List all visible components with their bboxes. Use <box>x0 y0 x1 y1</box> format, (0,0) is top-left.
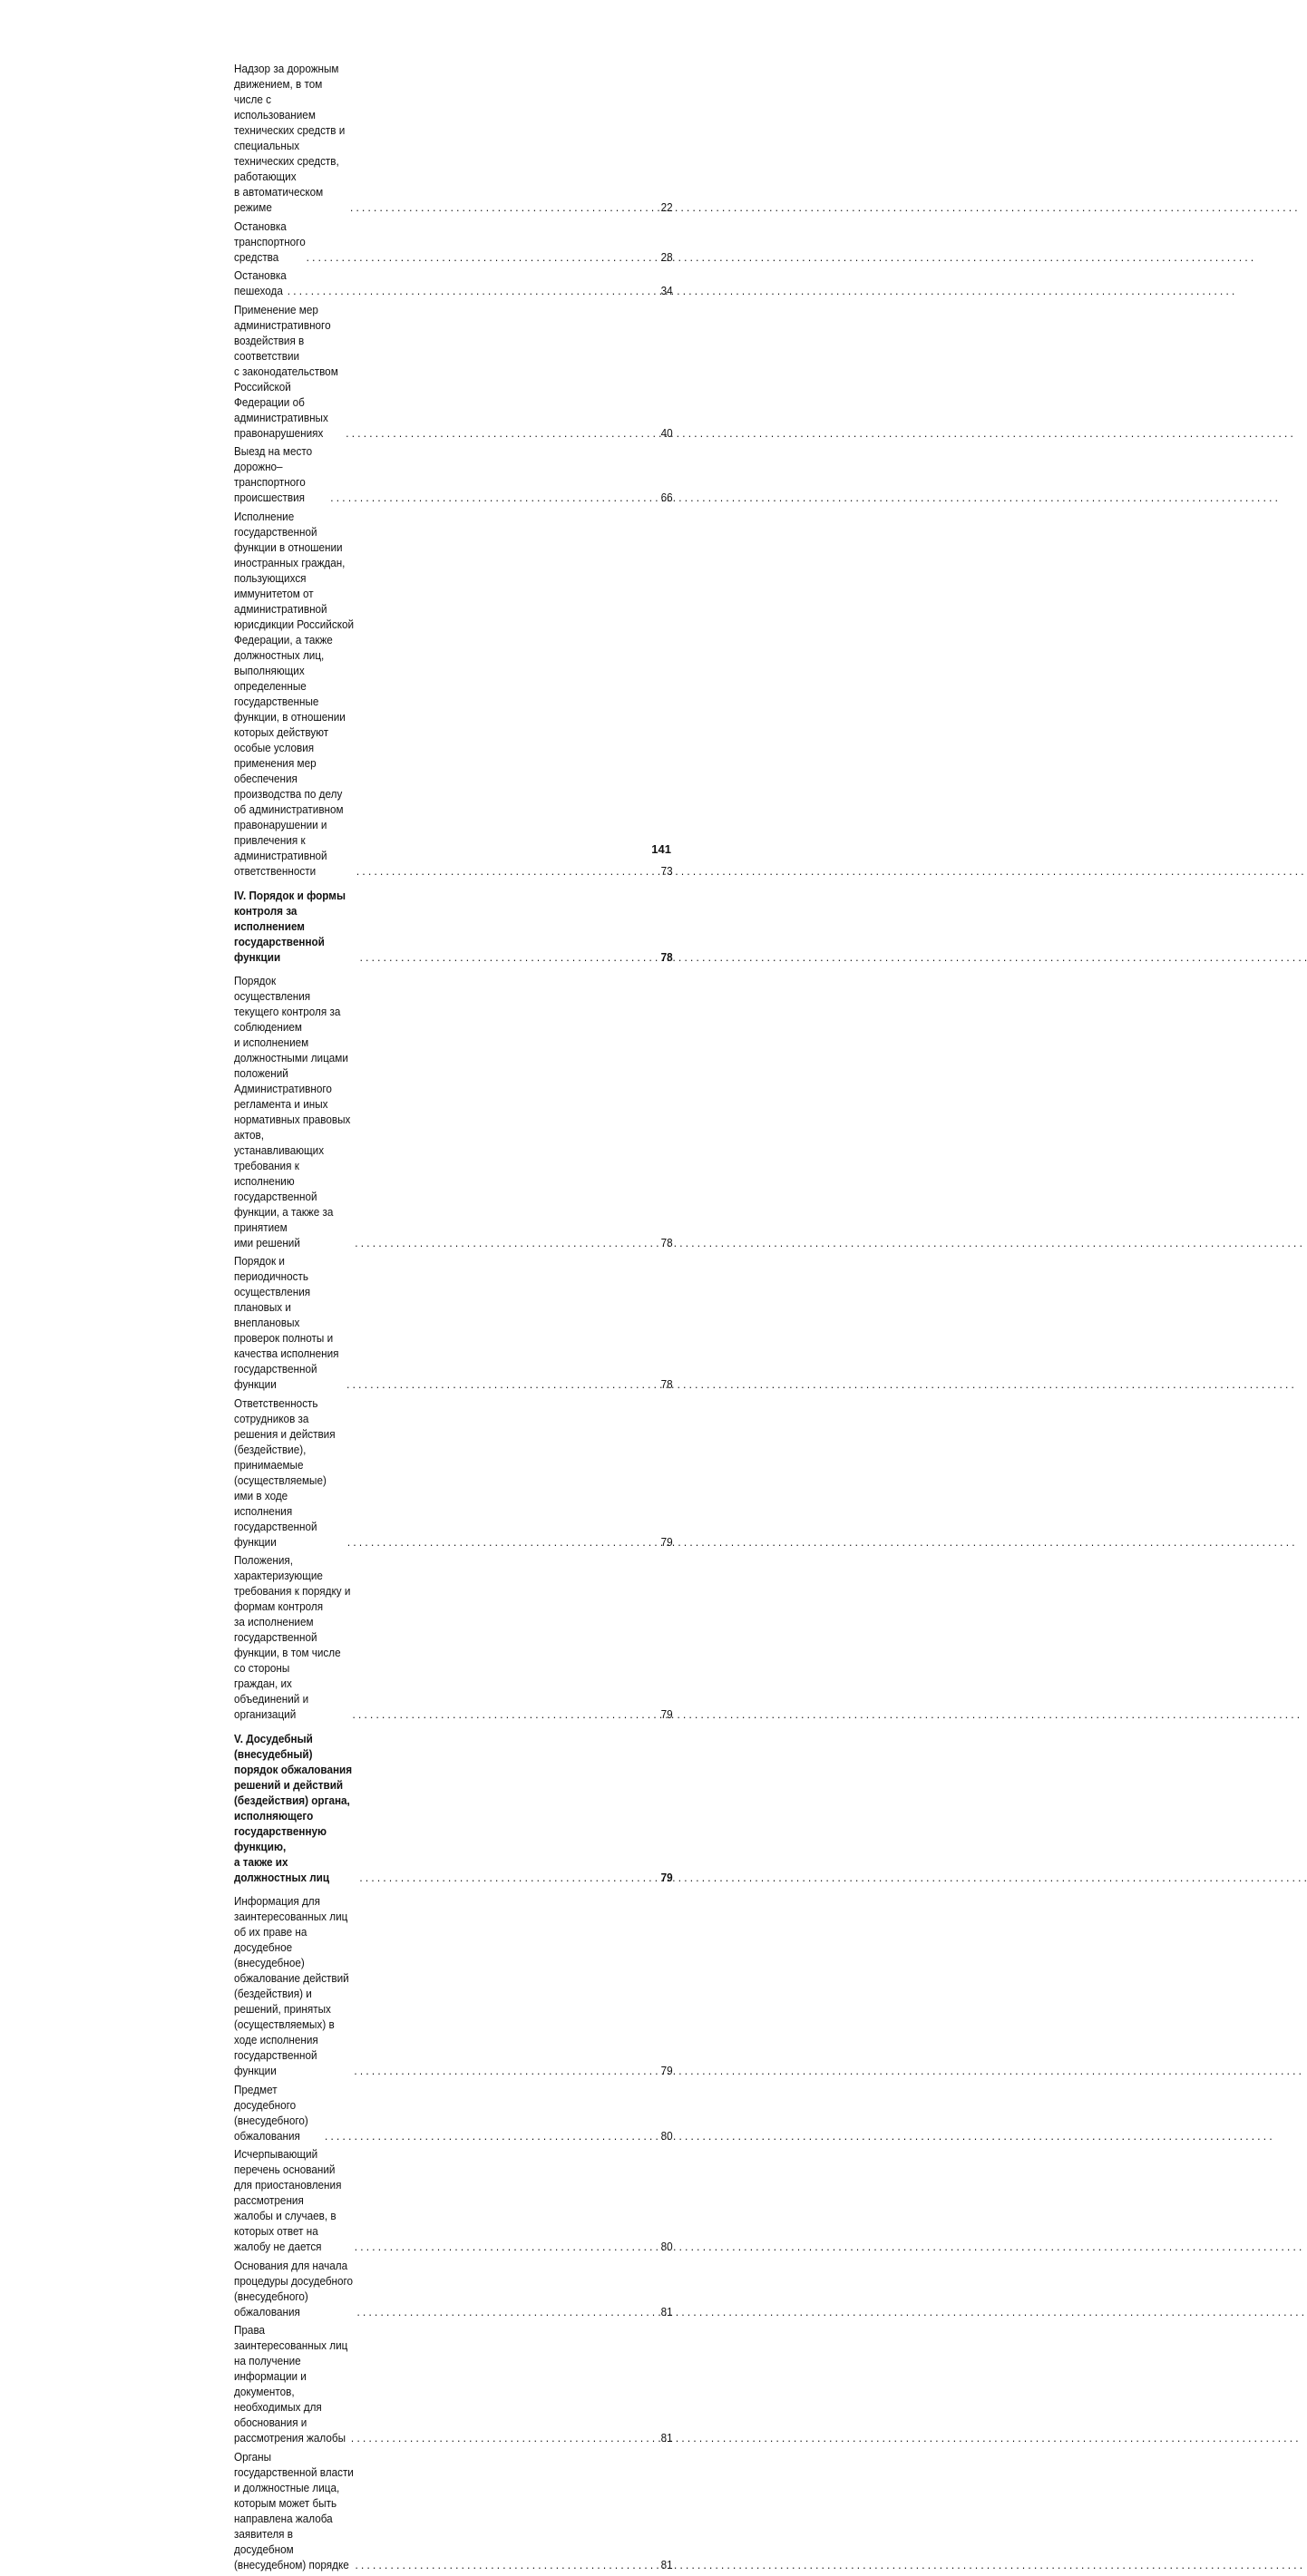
toc-entry-page: 34 <box>660 285 673 297</box>
toc-entry-page: 78 <box>660 1378 673 1391</box>
dot-leader <box>307 250 660 266</box>
dot-leader <box>359 1871 659 1886</box>
toc-section-heading <box>234 1732 673 1886</box>
toc-entry <box>234 1553 673 1723</box>
toc-entry-page: 80 <box>660 2241 673 2253</box>
table-of-contents <box>234 62 673 2576</box>
toc-entry <box>234 1396 673 1550</box>
toc-entry <box>234 2323 673 2446</box>
toc-entry-title: Выезд на место дорожно–транспортного происшествия <box>234 445 313 504</box>
toc-entry-title: Информация для заинтересованных лиц об их праве на досудебное (внесудебное) обжалование действий (бездействия) и решений, принятых (осуществляемых) в ходе исполнения государственной функции <box>234 1895 349 2077</box>
toc-entry-page: 73 <box>660 864 673 878</box>
toc-entry <box>234 303 673 442</box>
dot-leader <box>347 1535 660 1550</box>
toc-entry <box>234 974 673 1251</box>
toc-entry-title: Органы государственной власти и должностные лица, которым может быть направлена жалоба заявителя в досудебном (внесудебном) порядке <box>234 2450 354 2571</box>
toc-entry-page: 79 <box>660 1871 673 1884</box>
toc-entry-page: 66 <box>660 491 673 504</box>
toc-entry <box>234 2147 673 2255</box>
dot-leader <box>356 2305 659 2320</box>
toc-entry <box>234 444 673 506</box>
toc-entry-page: 81 <box>660 2558 673 2571</box>
toc-entry-title: Права заинтересованных лиц на получение информации и документов, необходимых для обоснования и рассмотрения жалобы <box>234 2324 348 2445</box>
dot-leader <box>351 2431 660 2446</box>
toc-entry-page: 79 <box>660 1708 673 1721</box>
page-number: 141 <box>651 842 671 856</box>
toc-entry-page: 80 <box>660 2129 673 2143</box>
toc-entry-page: 28 <box>660 250 673 264</box>
toc-entry-title: V. Досудебный (внесудебный) порядок обжалования решений и действий (бездействия) органа, исполняющего государственную функцию, а также их должностных лиц <box>234 1733 353 1884</box>
dot-leader <box>355 2240 660 2255</box>
toc-entry <box>234 510 673 880</box>
toc-entry-title: Исчерпывающий перечень оснований для приостановления рассмотрения жалобы и случаев, в которых ответ на жалобу не дается <box>234 2148 342 2253</box>
toc-entry-title: Остановка пешехода <box>234 269 287 297</box>
toc-entry-title: Порядок осуществления текущего контроля за соблюдением и исполнением должностными лицами положений Административного регламента и иных нормативных правовых актов, устанавливающих требования к исполнению государственной функции, а также за принятием ими решений <box>234 974 351 1249</box>
toc-entry <box>234 2450 673 2573</box>
toc-entry-page: 81 <box>660 2305 673 2318</box>
toc-entry <box>234 2259 673 2320</box>
toc-section-heading <box>234 889 673 966</box>
toc-entry-page: 78 <box>660 1236 673 1249</box>
dot-leader <box>356 864 660 880</box>
toc-entry-title: Остановка транспортного средства <box>234 219 306 264</box>
toc-entry <box>234 62 673 216</box>
dot-leader <box>360 950 660 966</box>
toc-entry-page: 40 <box>660 426 673 440</box>
toc-entry-title: Исполнение государственной функции в отношении иностранных граждан, пользующихся иммунитетом от административной юрисдикции Российской Федерации, а также должностных лиц, выполняющих определенные государственные функции, в отношении которых действуют особые условия применения мер обеспечения производства по делу об административном правонарушении и привлечения к административной ответственности <box>234 510 355 878</box>
dot-leader <box>350 200 660 216</box>
toc-entry <box>234 268 673 299</box>
dot-leader <box>346 1377 659 1393</box>
toc-entry-page: 79 <box>660 1535 673 1549</box>
dot-leader <box>355 1236 659 1251</box>
toc-entry-title: Применение мер административного воздействия в соответствии с законодательством Российской Федерации об административных правонарушениях <box>234 303 338 440</box>
toc-entry-page: 79 <box>660 2065 673 2077</box>
toc-entry-page: 22 <box>660 201 673 214</box>
toc-entry-title: IV. Порядок и формы контроля за исполнением государственной функции <box>234 889 346 964</box>
dot-leader <box>346 426 659 442</box>
dot-leader <box>354 2064 659 2079</box>
toc-entry <box>234 219 673 266</box>
toc-entry-title: Предмет досудебного (внесудебного) обжалования <box>234 2083 308 2143</box>
dot-leader <box>325 2129 660 2144</box>
toc-entry-title: Надзор за дорожным движением, в том числе с использованием технических средств и специальных технических средств, работающих в автоматическом режиме <box>234 63 346 214</box>
toc-entry-page: 78 <box>660 950 673 964</box>
dot-leader <box>353 1707 660 1723</box>
toc-entry <box>234 2083 673 2144</box>
dot-leader <box>288 284 660 299</box>
toc-entry-title: Порядок и периодичность осуществления плановых и внеплановых проверок полноты и качества исполнения государственной функции <box>234 1255 339 1391</box>
dot-leader <box>330 491 659 506</box>
toc-entry-title: Положения, характеризующие требования к порядку и формам контроля за исполнением государственной функции, в том числе со стороны граждан, их объединений и организаций <box>234 1554 351 1721</box>
dot-leader <box>356 2558 660 2573</box>
toc-entry <box>234 1894 673 2079</box>
toc-entry-page: 81 <box>660 2432 673 2445</box>
toc-entry <box>234 1254 673 1393</box>
toc-entry-title: Ответственность сотрудников за решения и действия (бездействие), принимаемые (осуществляемые) ими в ходе исполнения государственной функции <box>234 1396 336 1549</box>
toc-entry-title: Основания для начала процедуры досудебного (внесудебного) обжалования <box>234 2259 354 2318</box>
